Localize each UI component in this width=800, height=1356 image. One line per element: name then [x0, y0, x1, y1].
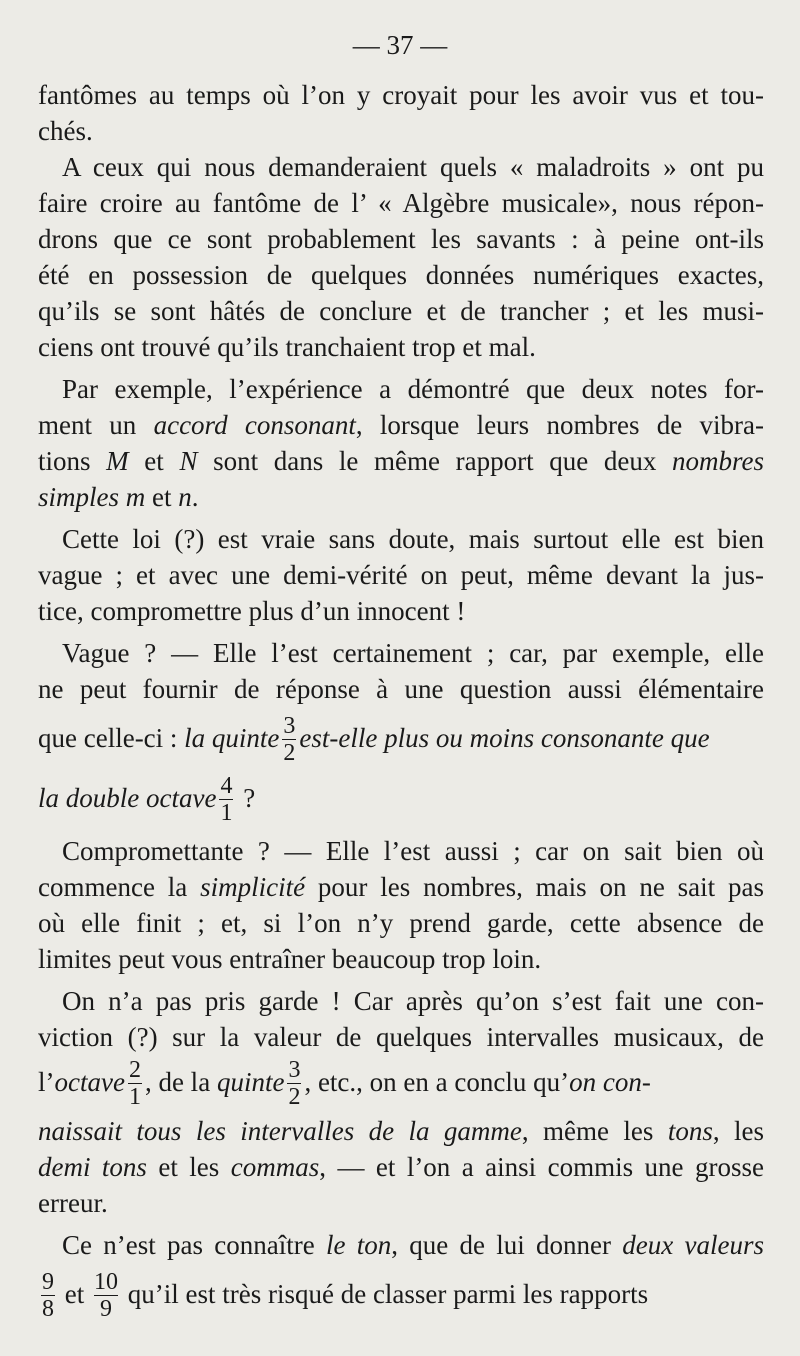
text-line [38, 444, 764, 478]
text-span: ment un [38, 410, 154, 440]
text-span: commence la [38, 872, 201, 902]
text-line [38, 1056, 764, 1111]
text-span: . [191, 482, 199, 512]
text-span: , les [712, 1116, 764, 1146]
text-line: chés. [38, 116, 93, 146]
emphasis: deux valeurs [622, 1230, 764, 1260]
text-line: limites peut vous entraîner beaucoup trop loin. [38, 944, 542, 974]
text-line: viction (?) sur la valeur de quelques intervalles musicaux, de [38, 1022, 764, 1052]
text-line [38, 408, 764, 442]
text-span: que celle-ci : [38, 723, 185, 753]
fraction-octave [128, 1058, 142, 1109]
text-line: Cette loi (?) est vraie sans doute, mais surtout elle est bien [62, 524, 764, 554]
fraction-denominator: 2 [288, 1084, 301, 1111]
text-span: , même les [521, 1116, 668, 1146]
text-span: et [145, 482, 179, 512]
text-line: On n’a pas pris garde ! Car après qu’on s’est fait une con- [62, 986, 764, 1016]
fraction-denominator: 2 [283, 740, 296, 767]
emphasis: on con- [569, 1067, 651, 1097]
emphasis: naissait tous les intervalles de la gamme [38, 1116, 522, 1146]
text-span: l’ [38, 1067, 55, 1097]
fraction-double-octave [219, 774, 233, 825]
emphasis: le ton [325, 1230, 392, 1260]
fraction-ton-9-8 [41, 1270, 55, 1321]
fraction-numerator: 3 [288, 1057, 301, 1084]
text-line: Compromettante ? — Elle l’est aussi ; car on sait bien où [62, 836, 764, 866]
emphasis: la double octave [38, 783, 217, 813]
text-line: Par exemple, l’expérience a démontré que deux notes for- [62, 374, 764, 404]
text-line: ciens ont trouvé qu’ils tranchaient trop et mal. [38, 332, 536, 362]
text-line [62, 1228, 764, 1262]
text-span: , que de lui donner [391, 1230, 623, 1260]
text-span: sont dans le même rapport que deux [197, 446, 672, 476]
text-span: , etc., on en a conclu qu’ [304, 1067, 570, 1097]
text-line: ne peut fournir de réponse à une question aussi élémentaire [38, 674, 764, 704]
text-span: , de la [144, 1067, 217, 1097]
fraction-denominator: 1 [220, 800, 233, 827]
text-line [38, 1114, 764, 1148]
emphasis: la quinte [184, 723, 280, 753]
text-span: et [128, 446, 180, 476]
emphasis: octave [54, 1067, 125, 1097]
emphasis: accord consonant [153, 410, 356, 440]
text-line [38, 480, 764, 514]
page-number: — 37 — [352, 30, 448, 60]
emphasis: demi tons [38, 1152, 147, 1182]
text-line: A ceux qui nous demanderaient quels « maladroits » ont pu [62, 152, 764, 182]
emphasis: simplicité [200, 872, 306, 902]
text-span: Ce n’est pas connaître [62, 1230, 326, 1260]
text-span: ? [236, 783, 256, 813]
fraction-denominator: 8 [42, 1296, 54, 1323]
text-span: pour les nombres, mais on ne sait pas [305, 872, 764, 902]
text-line [38, 1150, 764, 1184]
fraction-denominator: 1 [128, 1084, 141, 1111]
text-line: Vague ? — Elle l’est certainement ; car, par exemple, elle [62, 638, 764, 668]
text-line [38, 870, 764, 904]
text-line: fantômes au temps où l’on y croyait pour les avoir vus et tou- [38, 80, 764, 110]
text-line: vague ; et avec une demi-vérité on peut, même devant la jus- [38, 560, 764, 590]
emphasis: quinte [216, 1067, 285, 1097]
text-line: erreur. [38, 1188, 108, 1218]
text-line: qu’ils se sont hâtés de conclure et de trancher ; et les musi- [38, 296, 764, 326]
fraction-denominator: 9 [100, 1296, 112, 1323]
fraction-numerator: 4 [220, 773, 233, 800]
emphasis: nombres [671, 446, 764, 476]
text-line: faire croire au fantôme de l’ « Algèbre musicale», nous répon- [38, 188, 764, 218]
text-line [38, 712, 764, 767]
text-span: et [58, 1279, 91, 1309]
text-span: , — et l’on a ainsi commis une grosse [319, 1152, 764, 1182]
text-line [38, 772, 764, 827]
emphasis: M [106, 446, 129, 476]
emphasis: tons [667, 1116, 713, 1146]
text-line: tice, compromettre plus d’un innocent ! [38, 596, 466, 626]
emphasis: est-elle plus ou moins consonante que [299, 723, 710, 753]
text-line: été en possession de quelques données numériques exactes, [38, 260, 764, 290]
text-span: qu’il est très risqué de classer parmi les rapports [121, 1279, 649, 1309]
text-span: et les [146, 1152, 231, 1182]
text-span: tions [38, 446, 107, 476]
fraction-numerator: 2 [128, 1057, 141, 1084]
emphasis: N [179, 446, 198, 476]
fraction-ton-10-9 [94, 1270, 118, 1321]
text-line: où elle finit ; et, si l’on n’y prend garde, cette absence de [38, 908, 764, 938]
emphasis: n [178, 482, 192, 512]
text-span: , lorsque leurs nombres de vibra- [355, 410, 764, 440]
text-line [38, 1268, 764, 1323]
emphasis: simples m [38, 482, 146, 512]
text-line: drons que ce sont probablement les savants : à peine ont-ils [38, 224, 764, 254]
fraction-quinte [282, 714, 296, 765]
fraction-numerator: 10 [94, 1269, 118, 1296]
fraction-numerator: 3 [283, 713, 296, 740]
fraction-quinte [287, 1058, 301, 1109]
fraction-numerator: 9 [42, 1269, 54, 1296]
emphasis: commas [230, 1152, 320, 1182]
